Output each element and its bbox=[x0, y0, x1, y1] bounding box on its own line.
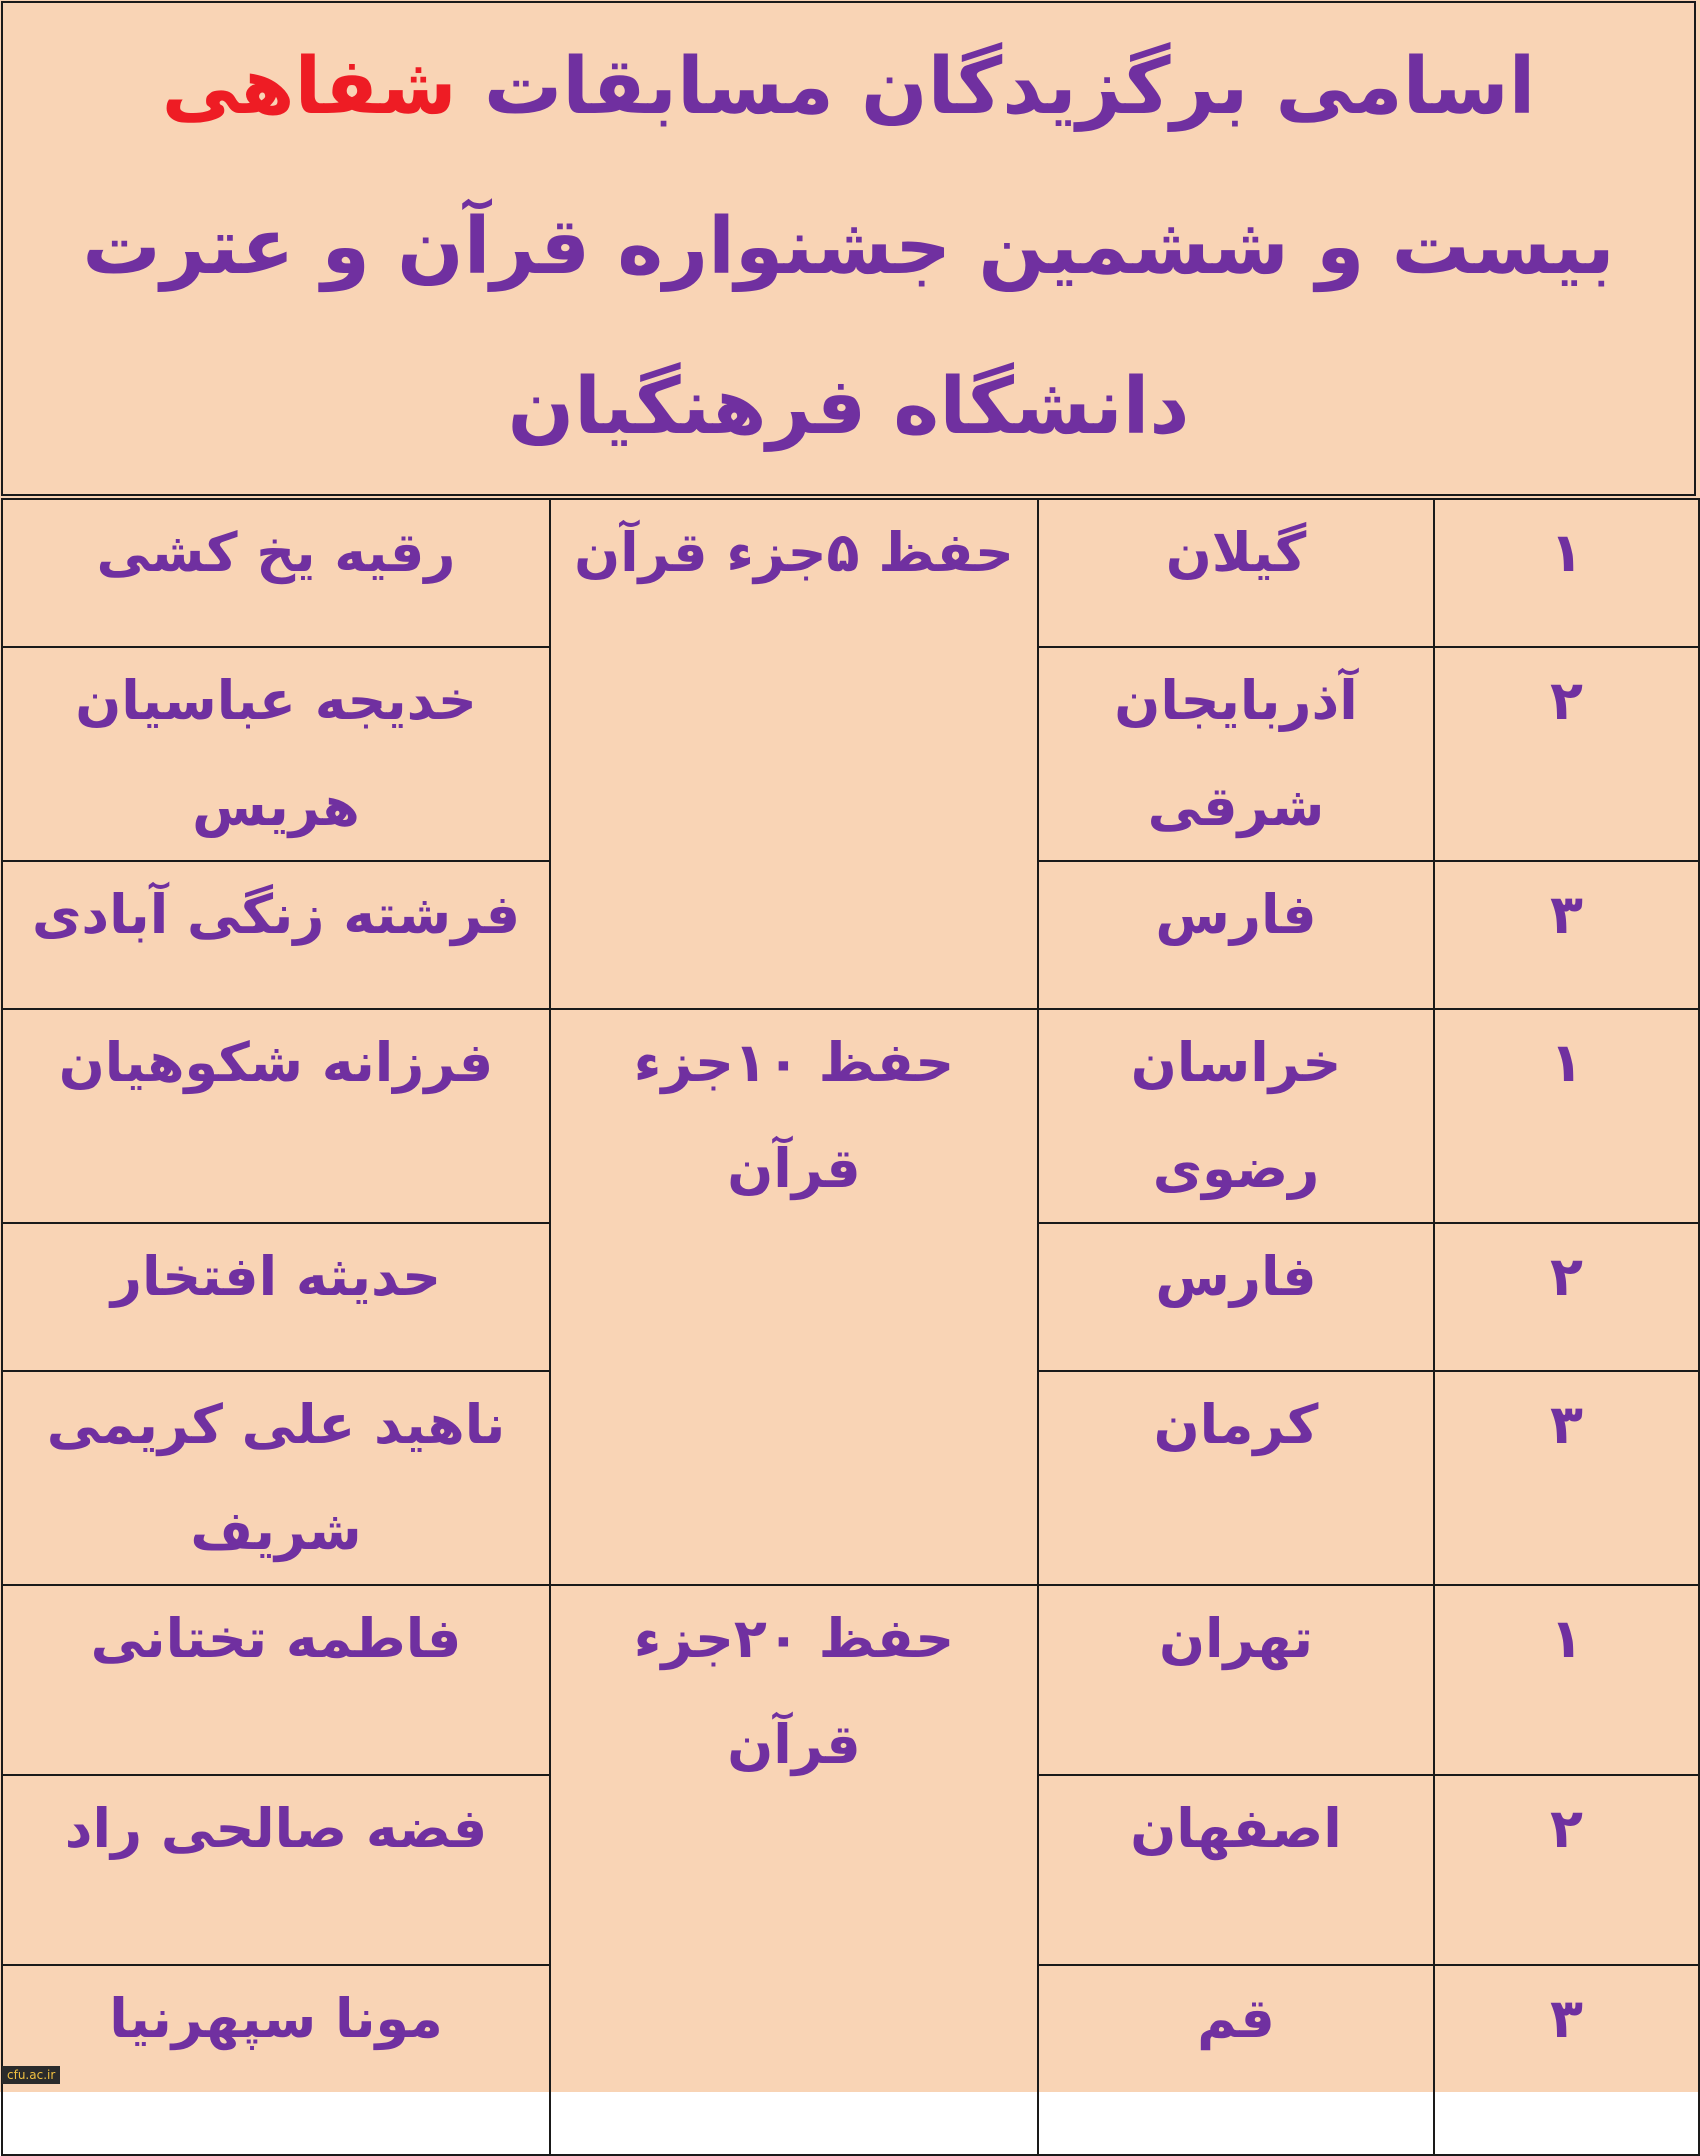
name-cell: فرزانه شکوهیان bbox=[2, 1009, 550, 1223]
results-table bbox=[1, 498, 1700, 2156]
rank-cell: ۱ bbox=[1434, 1585, 1699, 1775]
table-row bbox=[2, 1009, 1699, 1223]
province-cell: اصفهان bbox=[1038, 1775, 1434, 1965]
province-cell: فارس bbox=[1038, 1223, 1434, 1371]
province-cell: کرمان bbox=[1038, 1371, 1434, 1585]
province-cell: آذربایجان شرقی bbox=[1038, 647, 1434, 861]
category-cell: حفظ ۵جزء قرآن bbox=[550, 499, 1038, 1009]
category-cell: حفظ ۱۰جزء قرآن bbox=[550, 1009, 1038, 1585]
province-cell: خراسان رضوی bbox=[1038, 1009, 1434, 1223]
name-cell: ناهید علی کریمی شریف bbox=[2, 1371, 550, 1585]
rank-cell: ۲ bbox=[1434, 1775, 1699, 1965]
rank-cell: ۱ bbox=[1434, 1009, 1699, 1223]
title-highlight: شفاهی bbox=[161, 41, 457, 132]
name-cell: حدیثه افتخار bbox=[2, 1223, 550, 1371]
province-cell: قم bbox=[1038, 1965, 1434, 2155]
name-cell: رقیه یخ کشی bbox=[2, 499, 550, 647]
category-cell: حفظ ۲۰جزء قرآن bbox=[550, 1585, 1038, 2155]
rank-cell: ۳ bbox=[1434, 1965, 1699, 2155]
page-title bbox=[49, 7, 1649, 487]
rank-cell: ۳ bbox=[1434, 861, 1699, 1009]
table-row bbox=[2, 1585, 1699, 1775]
title-part-1: اسامی برگزیدگان مسابقات bbox=[456, 41, 1536, 132]
name-cell: فضه صالحی راد bbox=[2, 1775, 550, 1965]
name-cell: فرشته زنگی آبادی bbox=[2, 861, 550, 1009]
title-box bbox=[1, 1, 1696, 496]
rank-cell: ۲ bbox=[1434, 647, 1699, 861]
name-cell: مونا سپهرنیا bbox=[2, 1965, 550, 2155]
province-cell: تهران bbox=[1038, 1585, 1434, 1775]
name-cell: فاطمه تختانی bbox=[2, 1585, 550, 1775]
rank-cell: ۳ bbox=[1434, 1371, 1699, 1585]
rank-cell: ۱ bbox=[1434, 499, 1699, 647]
footer-stamp: cfu.ac.ir bbox=[2, 2066, 60, 2084]
province-cell: فارس bbox=[1038, 861, 1434, 1009]
table-row bbox=[2, 499, 1699, 647]
title-part-2: بیست و ششمین جشنواره قرآن و عترت دانشگاه فرهنگیان bbox=[82, 201, 1615, 452]
name-cell: خدیجه عباسیان هریس bbox=[2, 647, 550, 861]
rank-cell: ۲ bbox=[1434, 1223, 1699, 1371]
province-cell: گیلان bbox=[1038, 499, 1434, 647]
